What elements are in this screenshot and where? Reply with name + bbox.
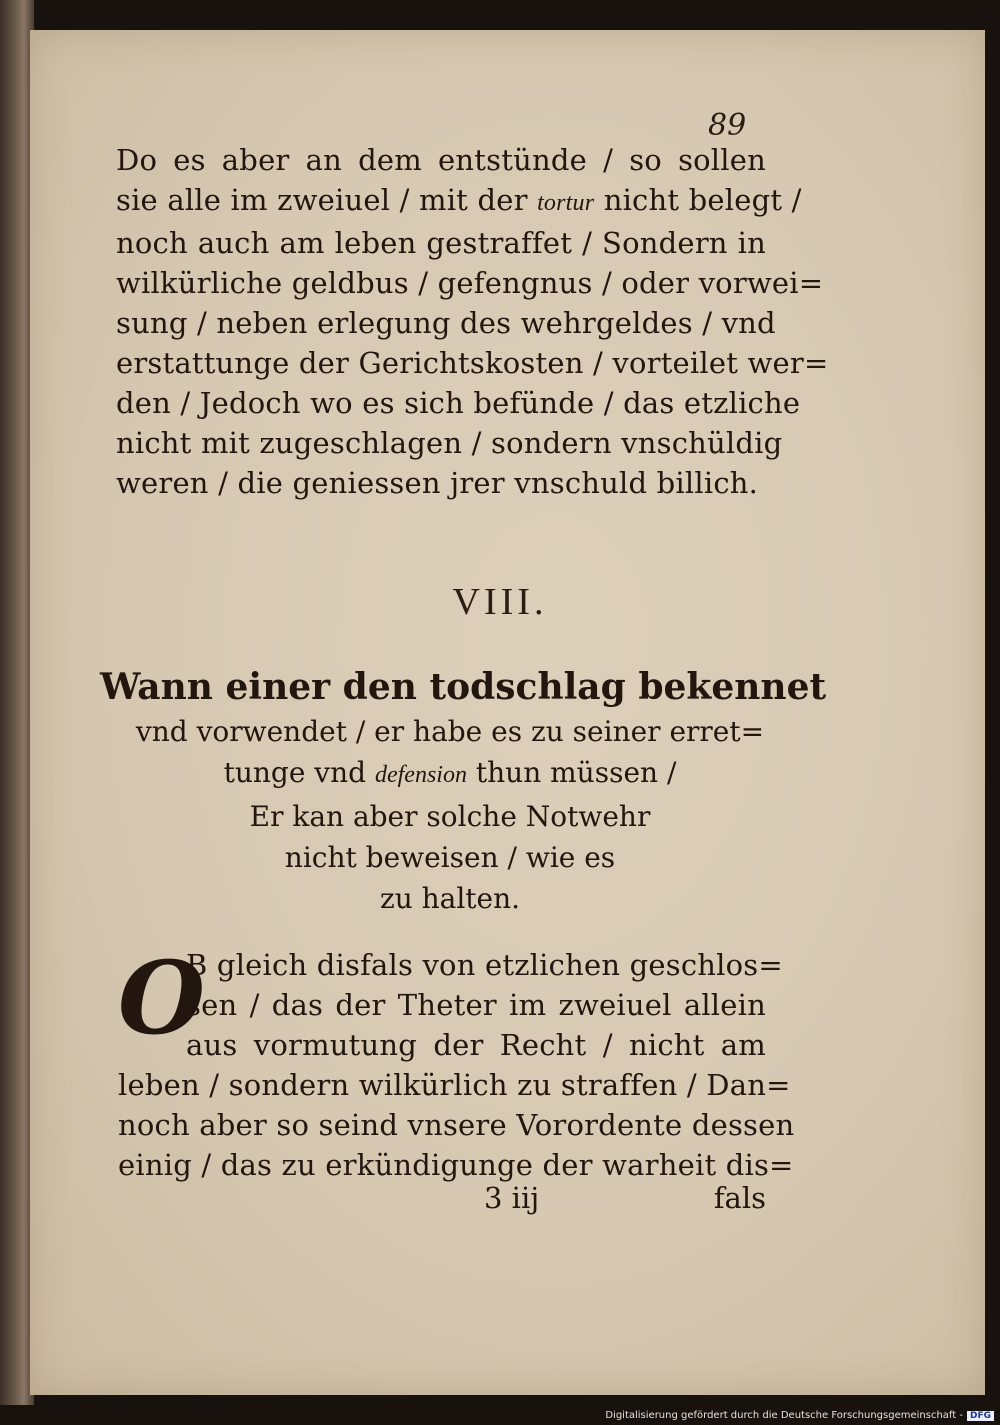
section-numeral: VIII.: [452, 581, 548, 623]
text-line: einig / das zu erkündigunge der warheit dis=: [118, 1148, 794, 1182]
signature-mark: 3 iij: [484, 1181, 540, 1215]
text-line: aus vormutung der Recht / nicht am: [186, 1028, 766, 1062]
heading-line: Wann einer den todschlag bekennet: [100, 666, 827, 708]
heading-line: vnd vorwendet / er habe es zu seiner erret=: [135, 715, 765, 748]
paragraph-1: [116, 140, 829, 503]
text-line: leben / sondern wilkürlich zu straffen / Dan=: [118, 1068, 791, 1102]
text-line: Do es aber an dem entstünde / so sollen: [116, 143, 766, 177]
text-fragment: tunge vnd: [223, 756, 375, 789]
credit-text: Digitalisierung gefördert durch die Deutsche Forschungsgemeinschaft -: [605, 1410, 963, 1421]
text-line: erstattunge der Gerichtskosten / vorteilet wer=: [116, 346, 829, 380]
text-line: wilkürliche geldbus / gefengnus / oder vorwei=: [116, 266, 824, 300]
text-line: noch aber so seind vnsere Vorordente dessen: [118, 1108, 795, 1142]
page-footer-marks: [116, 1178, 766, 1218]
section-heading: [100, 663, 827, 919]
latin-word: defension: [374, 762, 467, 788]
text-line: [116, 180, 802, 223]
heading-line: Er kan aber solche Notwehr: [249, 800, 651, 833]
page-number: 89: [708, 108, 747, 143]
text-line: sen / das der Theter im zweiuel allein: [186, 988, 766, 1022]
text-fragment: thun müssen /: [466, 756, 677, 789]
text-fragment: nicht belegt /: [594, 183, 802, 217]
digitization-credit: [605, 1410, 994, 1421]
heading-line: nicht beweisen / wie es: [284, 841, 616, 874]
text-line: weren / die geniessen jrer vnschuld billich.: [116, 466, 759, 500]
text-line: B gleich disfals von etzlichen geschlos=: [186, 948, 783, 982]
heading-line: [100, 752, 800, 796]
text-line: noch auch am leben gestraffet / Sondern in: [116, 226, 766, 260]
paragraph-2: [118, 939, 795, 1185]
text-line: sung / neben erlegung des wehrgeldes / vnd: [116, 306, 776, 340]
text-line: den / Jedoch wo es sich befünde / das etzliche: [116, 386, 801, 420]
drop-cap: O: [118, 939, 206, 1057]
text-fragment: sie alle im zweiuel / mit der: [116, 183, 538, 217]
latin-word: tortur: [537, 190, 595, 216]
dfg-logo: DFG: [967, 1411, 994, 1421]
text-line: nicht mit zugeschlagen / sondern vnschüldig: [116, 426, 783, 460]
catchword: fals: [713, 1181, 766, 1215]
heading-line: zu halten.: [379, 882, 521, 915]
book-spine-edge: [0, 0, 34, 1405]
